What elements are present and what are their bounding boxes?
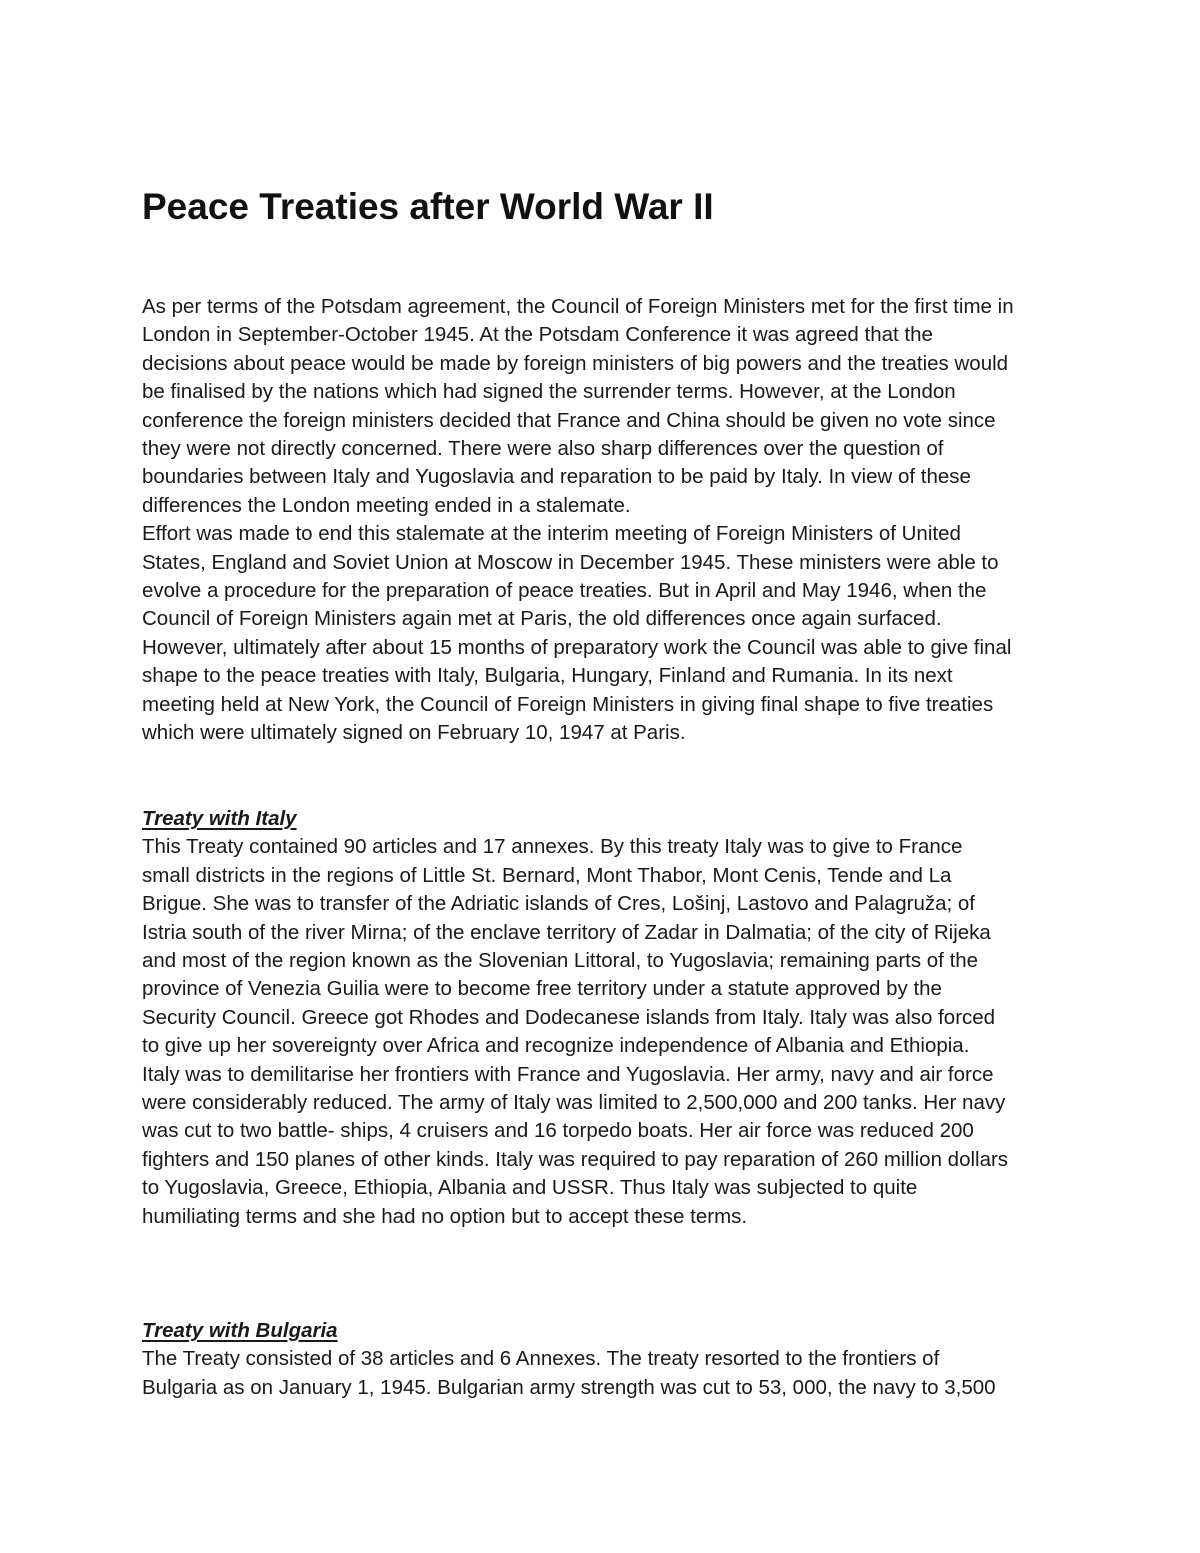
intro-line: be finalised by the nations which had signed the surrender terms. However, at the London — [142, 380, 956, 404]
bulgaria-line: Bulgaria as on January 1, 1945. Bulgarian army strength was cut to 53, 000, the navy to 3,500 — [142, 1375, 996, 1399]
italy-heading: Treaty with Italy — [142, 807, 297, 830]
italy-line: This Treaty contained 90 articles and 17 annexes. By this treaty Italy was to give to France — [142, 835, 963, 859]
intro-line: they were not directly concerned. There were also sharp differences over the question of — [142, 437, 944, 460]
italy-line: Istria south of the river Mirna; of the enclave territory of Zadar in Dalmatia; of the city of Rijeka — [142, 920, 991, 944]
intro-line: conference the foreign ministers decided that France and China should be given no vote since — [142, 408, 996, 432]
italy-line: to give up her sovereignty over Africa and recognize independence of Albania and Ethiopia. — [142, 1034, 970, 1058]
intro-line: evolve a procedure for the preparation of peace treaties. But in April and May 1946, when the — [142, 579, 987, 602]
intro-line: which were ultimately signed on February 10, 1947 at Paris. — [142, 721, 686, 744]
intro-line: shape to the peace treaties with Italy, Bulgaria, Hungary, Finland and Rumania. In its next — [142, 664, 953, 688]
italy-line: fighters and 150 planes of other kinds. Italy was required to pay reparation of 260 million dollars — [142, 1147, 1009, 1171]
intro-line: meeting held at New York, the Council of Foreign Ministers in giving final shape to five treaties — [142, 692, 994, 716]
intro-line: decisions about peace would be made by foreign ministers of big powers and the treaties would — [142, 351, 1009, 375]
italy-line: Brigue. She was to transfer of the Adriatic islands of Cres, Lošinj, Lastovo and Palagruža; of — [142, 892, 975, 916]
italy-line: province of Venezia Guilia were to become free territory under a statute approved by the — [142, 977, 942, 1001]
intro-line: Council of Foreign Ministers again met at Paris, the old differences once again surfaced. — [142, 607, 942, 631]
intro-line: As per terms of the Potsdam agreement, the Council of Foreign Ministers met for the first time in — [142, 295, 1014, 318]
italy-line: were considerably reduced. The army of Italy was limited to 2,500,000 and 200 tanks. Her navy — [142, 1091, 1006, 1114]
page-title: Peace Treaties after World War II — [142, 186, 714, 227]
italy-line: and most of the region known as the Slovenian Littoral, to Yugoslavia; remaining parts of the — [142, 949, 979, 972]
intro-line: London in September-October 1945. At the Potsdam Conference it was agreed that the — [142, 323, 933, 347]
intro-line: Effort was made to end this stalemate at the interim meeting of Foreign Ministers of United — [142, 522, 961, 546]
italy-line: small districts in the regions of Little St. Bernard, Mont Thabor, Mont Cenis, Tende and La — [142, 863, 952, 887]
italy-line: humiliating terms and she had no option but to accept these terms. — [142, 1204, 748, 1228]
intro-line: However, ultimately after about 15 months of preparatory work the Council was able to give final — [142, 635, 1012, 659]
bulgaria-line: The Treaty consisted of 38 articles and 6 Annexes. The treaty resorted to the frontiers of — [142, 1347, 940, 1371]
bulgaria-heading: Treaty with Bulgaria — [142, 1319, 338, 1342]
italy-line: was cut to two battle- ships, 4 cruisers and 16 torpedo boats. Her air force was reduced 200 — [142, 1119, 974, 1143]
intro-line: boundaries between Italy and Yugoslavia and reparation to be paid by Italy. In view of these — [142, 465, 971, 489]
italy-line: to Yugoslavia, Greece, Ethiopia, Albania and USSR. Thus Italy was subjected to quite — [142, 1176, 918, 1200]
italy-line: Security Council. Greece got Rhodes and Dodecanese islands from Italy. Italy was also forced — [142, 1005, 996, 1029]
italy-line: Italy was to demilitarise her frontiers with France and Yugoslavia. Her army, navy and air force — [142, 1062, 994, 1086]
intro-line: States, England and Soviet Union at Moscow in December 1945. These ministers were able to — [142, 550, 999, 574]
intro-line: differences the London meeting ended in a stalemate. — [142, 493, 631, 517]
